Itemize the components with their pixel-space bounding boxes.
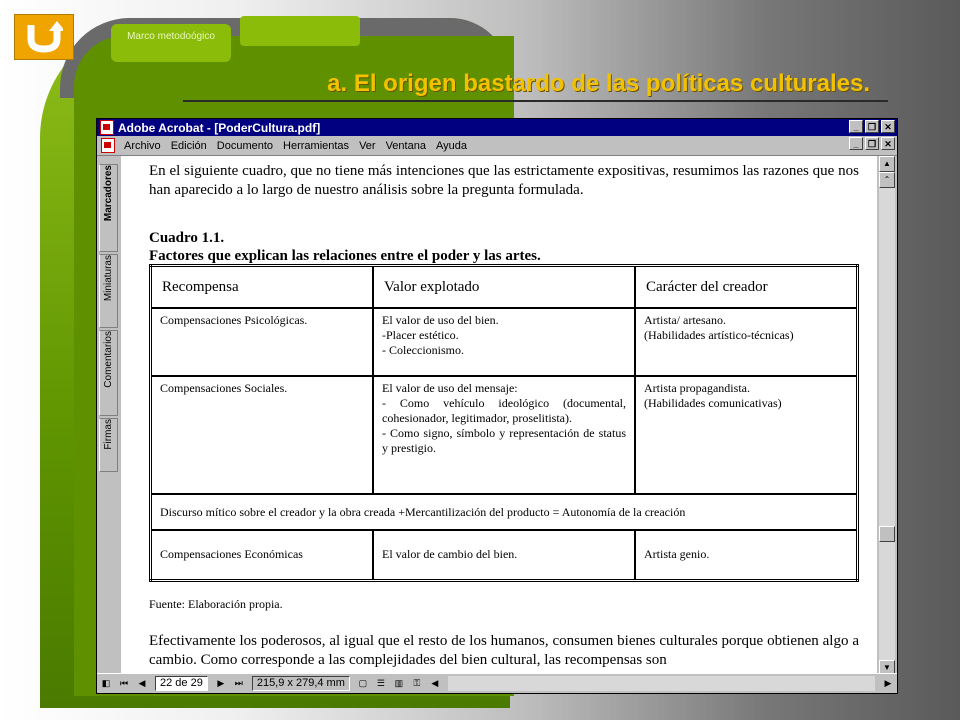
menu-archivo[interactable]: Archivo xyxy=(124,139,161,152)
factors-table xyxy=(149,264,859,582)
table-caption: Factores que explican las relaciones entre el poder y las artes. xyxy=(149,248,541,264)
doc-close-button[interactable]: ✕ xyxy=(881,137,895,150)
restore-button[interactable]: ❐ xyxy=(865,120,879,133)
last-page-icon[interactable]: ⏭ xyxy=(234,678,243,688)
tab-comentarios[interactable]: Comentarios xyxy=(99,330,118,416)
table-row xyxy=(151,308,858,376)
intro-paragraph: En el siguiente cuadro, que no tiene más intenciones que las estrictamente expositivas, resumimos las razones que nos han aparecido a lo largo de nuestro análisis sobre la pregunta formulada. xyxy=(149,163,859,198)
menu-herramientas[interactable]: Herramientas xyxy=(283,139,350,152)
menu-documento[interactable]: Documento xyxy=(216,139,274,152)
tab-blank[interactable] xyxy=(240,16,360,46)
menu-bar xyxy=(97,136,897,156)
menu-edicion[interactable]: Edición xyxy=(170,139,207,152)
single-page-icon[interactable]: ▢ xyxy=(358,678,368,688)
document-icon xyxy=(101,138,115,153)
scroll-right-button[interactable]: ▶ xyxy=(884,678,892,688)
table-span-cell: Discurso mítico sobre el creador y la obra creada +Mercantilización del producto = Autonomía de la creación xyxy=(151,494,858,530)
prev-page-icon[interactable]: ◀ xyxy=(138,678,146,688)
menu-ayuda[interactable]: Ayuda xyxy=(435,139,467,152)
split-toggle-icon[interactable]: ◧ xyxy=(101,678,111,688)
table-header-row xyxy=(151,266,858,309)
scroll-page-up-icon[interactable]: ⌃ xyxy=(879,172,895,188)
header-valor: Valor explotado xyxy=(373,266,635,309)
horizontal-scrollbar[interactable] xyxy=(448,676,875,691)
menu-ventana[interactable]: Ventana xyxy=(385,139,426,152)
table-cell: El valor de uso del bien. -Placer estético. - Coleccionismo. xyxy=(373,308,635,376)
table-row xyxy=(151,376,858,494)
table-span-row xyxy=(151,494,858,530)
page-number-field[interactable]: 22 de 29 xyxy=(155,676,208,691)
return-arrow-icon[interactable] xyxy=(14,14,74,60)
next-page-icon[interactable]: ▶ xyxy=(217,678,225,688)
page-size-readout: 215,9 x 279,4 mm xyxy=(252,676,350,691)
pdf-icon xyxy=(100,120,114,135)
doc-minimize-button[interactable]: _ xyxy=(849,137,863,150)
status-bar xyxy=(97,673,897,693)
minimize-button[interactable]: _ xyxy=(849,120,863,133)
closing-paragraph: Efectivamente los poderosos, al igual que el resto de los humanos, consumen bienes culturales porque obtienen algo a cambio. Como corresponde a las complejidades del bien cultural, las recompensas son xyxy=(149,633,859,668)
continuous-icon[interactable]: ☰ xyxy=(376,678,385,688)
doc-restore-button[interactable]: ❐ xyxy=(865,137,879,150)
acrobat-window xyxy=(96,118,898,694)
table-cell: Artista genio. xyxy=(635,530,858,580)
table-cell: Artista/ artesano. (Habilidades artístico-técnicas) xyxy=(635,308,858,376)
vertical-scrollbar[interactable] xyxy=(879,156,895,676)
navigation-pane-tabs xyxy=(99,164,119,676)
table-cell: Compensaciones Sociales. xyxy=(151,376,374,494)
slide-title: a. El origen bastardo de las políticas culturales. xyxy=(327,70,870,97)
table-cell: Compensaciones Económicas xyxy=(151,530,374,580)
window-titlebar xyxy=(97,119,897,136)
tab-firmas[interactable]: Firmas xyxy=(99,418,118,472)
header-caracter: Carácter del creador xyxy=(635,266,858,309)
tab-marco-metodologico[interactable]: Marco metodoógico xyxy=(111,24,231,62)
table-cell: El valor de uso del mensaje: - Como vehículo ideológico (documental, cohesionador, legitimador, proselitista). - Como signo, símbolo y representación de status y prestigio. xyxy=(373,376,635,494)
lock-icon: ⚿ xyxy=(413,678,421,688)
facing-pages-icon[interactable]: ▥ xyxy=(394,678,404,688)
pdf-page xyxy=(121,156,877,676)
scroll-thumb[interactable] xyxy=(879,526,895,542)
table-row xyxy=(151,530,858,580)
scroll-down-button[interactable]: ▼ xyxy=(879,660,895,676)
scroll-up-button[interactable]: ▲ xyxy=(879,156,895,172)
scroll-left-button[interactable]: ◀ xyxy=(431,678,439,688)
close-button[interactable]: ✕ xyxy=(881,120,895,133)
table-cell: Artista propagandista. (Habilidades comunicativas) xyxy=(635,376,858,494)
table-cell: Compensaciones Psicológicas. xyxy=(151,308,374,376)
first-page-icon[interactable]: ⏮ xyxy=(119,678,129,688)
tab-miniaturas[interactable]: Miniaturas xyxy=(99,254,118,328)
window-title: Adobe Acrobat - [PoderCultura.pdf] xyxy=(118,120,321,135)
tab-marcadores[interactable]: Marcadores xyxy=(99,164,118,252)
table-number: Cuadro 1.1. xyxy=(149,230,225,246)
table-source: Fuente: Elaboración propia. xyxy=(149,597,283,611)
header-recompensa: Recompensa xyxy=(151,266,374,309)
title-underline xyxy=(183,100,888,102)
document-area xyxy=(97,156,897,676)
menu-ver[interactable]: Ver xyxy=(359,139,376,152)
table-cell: El valor de cambio del bien. xyxy=(373,530,635,580)
